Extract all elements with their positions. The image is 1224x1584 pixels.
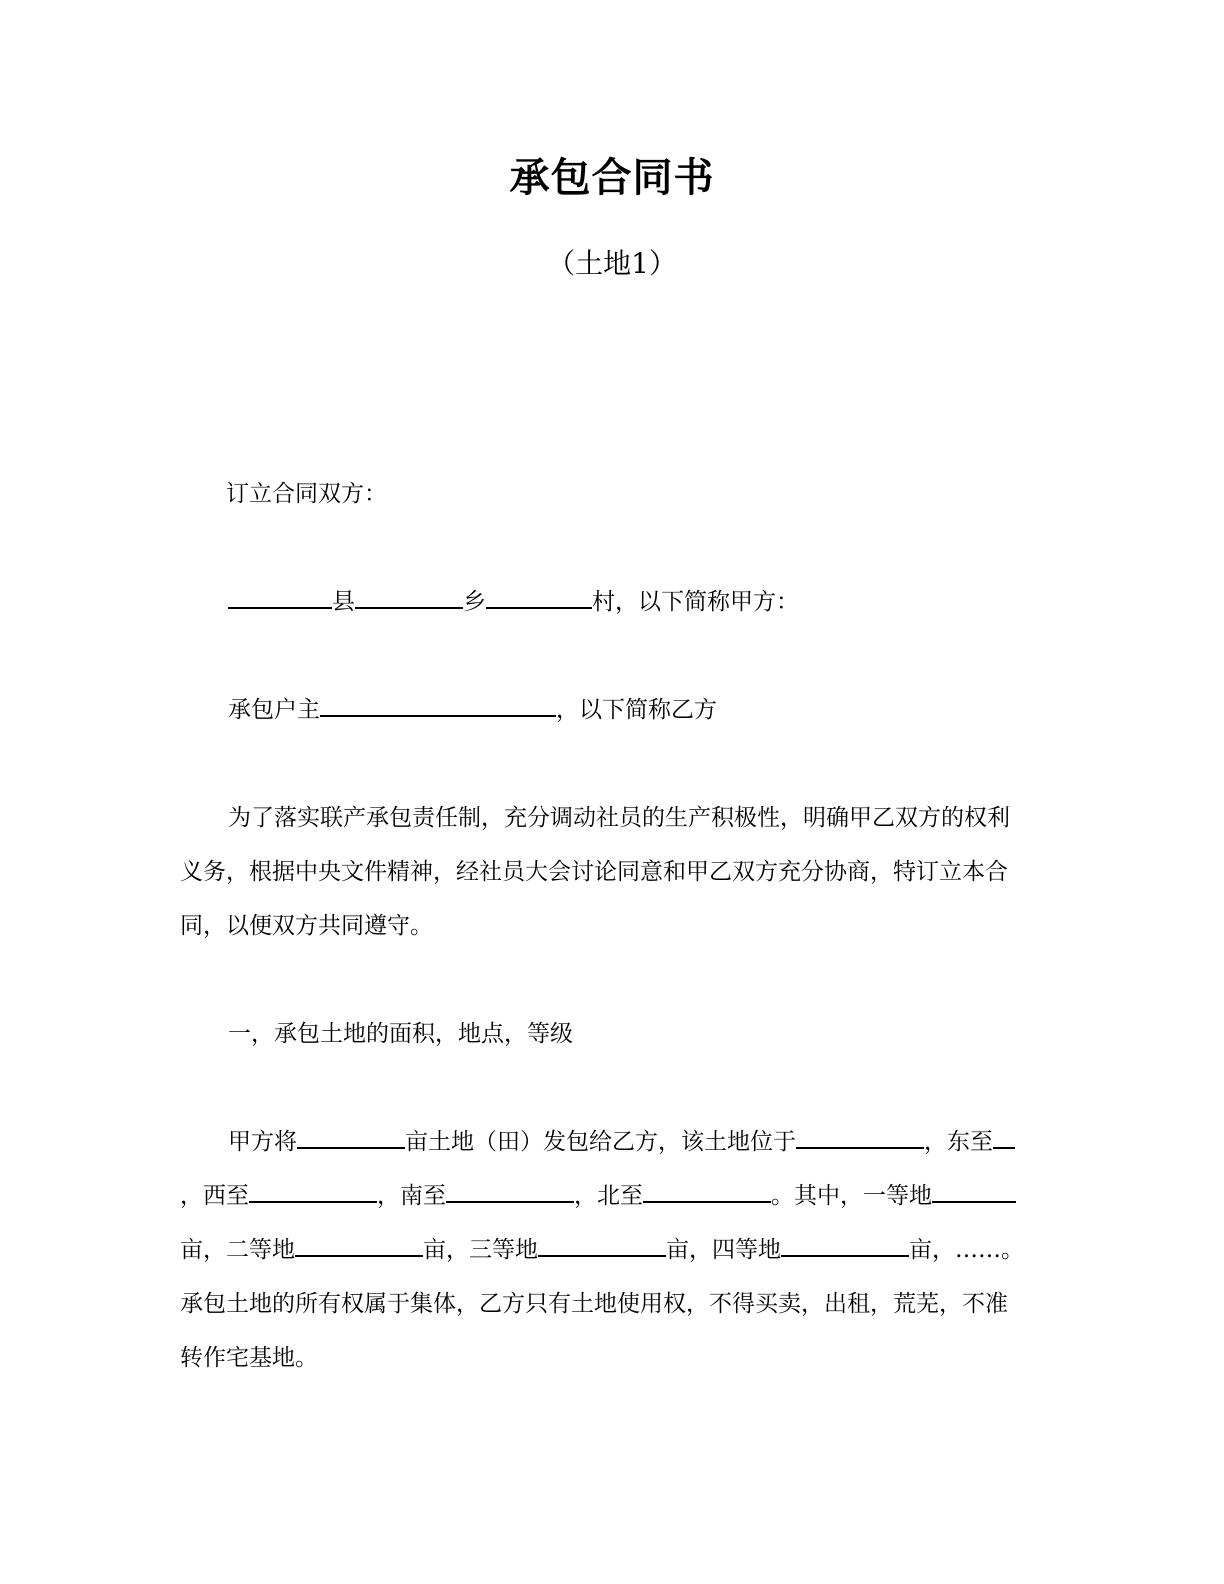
section1-line-1 [180, 1115, 1084, 1169]
west-blank [249, 1181, 377, 1203]
s1-l1-b: 亩土地（田）发包给乙方，该土地位于 [405, 1129, 796, 1155]
grade2-blank [295, 1235, 423, 1257]
village-label: 村，以下简称甲方： [592, 589, 799, 615]
s1-l2-c: ，北至 [574, 1183, 643, 1209]
north-blank [643, 1181, 771, 1203]
s1-l3-c: 亩，四等地 [666, 1237, 781, 1263]
parties-heading-text: 订立合同双方： [226, 481, 387, 507]
east-blank [993, 1127, 1015, 1149]
s1-l2-b: ，南至 [377, 1183, 446, 1209]
s1-l1-a: 甲方将 [228, 1129, 297, 1155]
s1-l1-c: ，东至 [924, 1129, 993, 1155]
area-blank [297, 1127, 405, 1149]
party-a-line [180, 575, 1084, 629]
document-title: 承包合同书 [509, 155, 715, 201]
grade4-blank [781, 1235, 909, 1257]
document-subtitle: （土地1） [547, 247, 677, 280]
preamble-line-3: 同，以便双方共同遵守。 [180, 913, 433, 939]
section1-line-2 [180, 1169, 1036, 1223]
grade3-blank [538, 1235, 666, 1257]
county-blank [228, 587, 332, 609]
s1-l3-a: 亩，二等地 [180, 1237, 295, 1263]
grade1-blank [932, 1181, 1016, 1203]
preamble-line-2: 义务，根据中央文件精神，经社员大会讨论同意和甲乙双方充分协商，特订立本合 [180, 859, 1008, 885]
section1-line-3 [180, 1223, 1036, 1277]
parties-heading [180, 467, 1082, 521]
household-head-blank [320, 695, 556, 717]
township-blank [355, 587, 463, 609]
county-label: 县 [332, 589, 355, 615]
location-blank [796, 1127, 924, 1149]
party-b-line [180, 683, 1084, 737]
s1-l2-d: 。其中，一等地 [771, 1183, 932, 1209]
section1-line-5: 转作宅基地。 [180, 1345, 318, 1371]
preamble-line-1: 为了落实联产承包责任制，充分调动社员的生产积极性，明确甲乙双方的权利 [228, 805, 1010, 831]
party-b-prefix: 承包户主 [228, 697, 320, 723]
south-blank [446, 1181, 574, 1203]
township-label: 乡 [463, 589, 486, 615]
s1-l2-a: ，西至 [180, 1183, 249, 1209]
section1-heading: 一，承包土地的面积，地点，等级 [228, 1021, 573, 1047]
s1-l3-b: 亩，三等地 [423, 1237, 538, 1263]
section1-line-4: 承包土地的所有权属于集体，乙方只有土地使用权，不得买卖，出租，荒芜，不准 [180, 1291, 1008, 1317]
party-b-suffix: ，以下简称乙方 [556, 697, 717, 723]
s1-l3-d: 亩，……。 [909, 1237, 1024, 1263]
village-blank [486, 587, 592, 609]
